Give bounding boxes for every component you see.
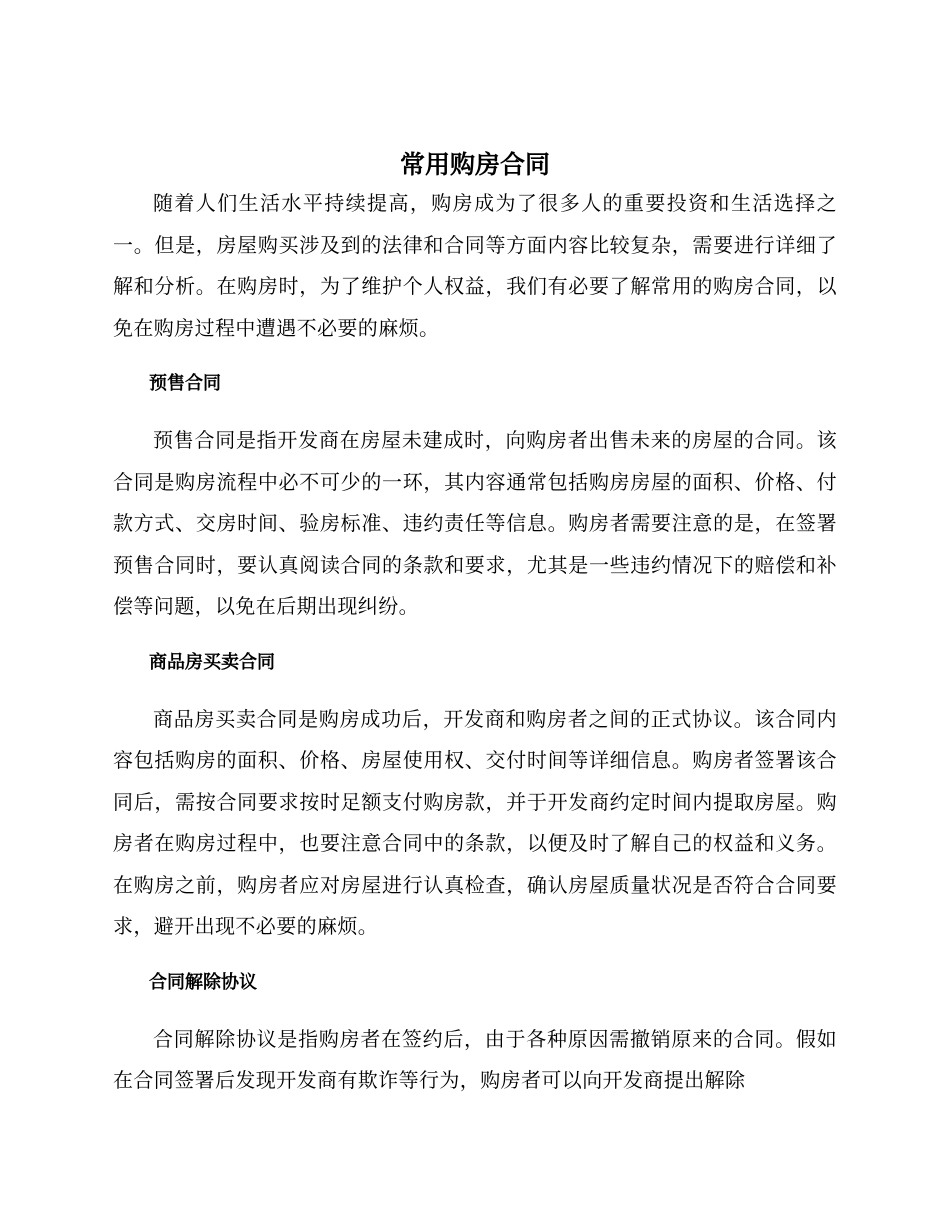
section-body-sale: 商品房买卖合同是购房成功后，开发商和购房者之间的正式协议。该合同内容包括购房的面积、价格、房屋使用权、交付时间等详细信息。购房者签署该合同后，需按合同要求按时足额支付购房款，并于开发商约定时间内提取房屋。购房者在购房过程中，也要注意合同中的条款，以便及时了解自己的权益和义务。在购房之前，购房者应对房屋进行认真检查，确认房屋质量状况是否符合合同要求，避开出现不必要的麻烦。 bbox=[113, 706, 837, 938]
section-heading-termination: 合同解除协议 bbox=[149, 971, 257, 993]
document-title: 常用购房合同 bbox=[399, 150, 550, 179]
section-heading-sale: 商品房买卖合同 bbox=[149, 651, 275, 673]
section-body-presale: 预售合同是指开发商在房屋未建成时，向购房者出售未来的房屋的合同。该合同是购房流程中必不可少的一环，其内容通常包括购房房屋的面积、价格、付款方式、交房时间、验房标准、违约责任等信息。购房者需要注意的是，在签署预售合同时，要认真阅读合同的条款和要求，尤其是一些违约情况下的赔偿和补偿等问题，以免在后期出现纠纷。 bbox=[113, 428, 837, 618]
document-page bbox=[113, 147, 837, 1102]
section-body-termination: 合同解除协议是指购房者在签约后，由于各种原因需撤销原来的合同。假如在合同签署后发现开发商有欺诈等行为，购房者可以向开发商提出解除 bbox=[113, 1026, 837, 1092]
intro-paragraph: 随着人们生活水平持续提高，购房成为了很多人的重要投资和生活选择之一。但是，房屋购买涉及到的法律和合同等方面内容比较复杂，需要进行详细了解和分析。在购房时，为了维护个人权益，我们有必要了解常用的购房合同，以免在购房过程中遭遇不必要的麻烦。 bbox=[113, 191, 837, 340]
section-heading-presale: 预售合同 bbox=[149, 373, 221, 394]
